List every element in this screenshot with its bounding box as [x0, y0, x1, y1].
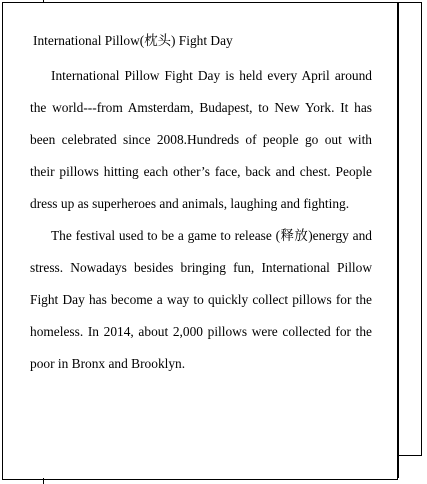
- document-title: International Pillow(枕头) Fight Day: [33, 33, 233, 48]
- margin-tick-bottom: [43, 478, 44, 484]
- paragraph-1: International Pillow Fight Day is held every April around the world---from Amsterdam, Budapest, to New York. It has been celebrated since 2008.Hundreds of people go out with their pillows hitting each other’s face, back and chest. People dress up as superheroes and animals, laughing and fighting.: [30, 68, 372, 211]
- paragraph-2: The festival used to be a game to release (释放)energy and stress. Nowadays besides bringing fun, International Pillow Fight Day has become a way to quickly collect pillows for the homeless. In 2014, about 2,000 pillows were collected for the poor in Bronx and Brooklyn.: [30, 228, 372, 371]
- document-body: [30, 28, 372, 380]
